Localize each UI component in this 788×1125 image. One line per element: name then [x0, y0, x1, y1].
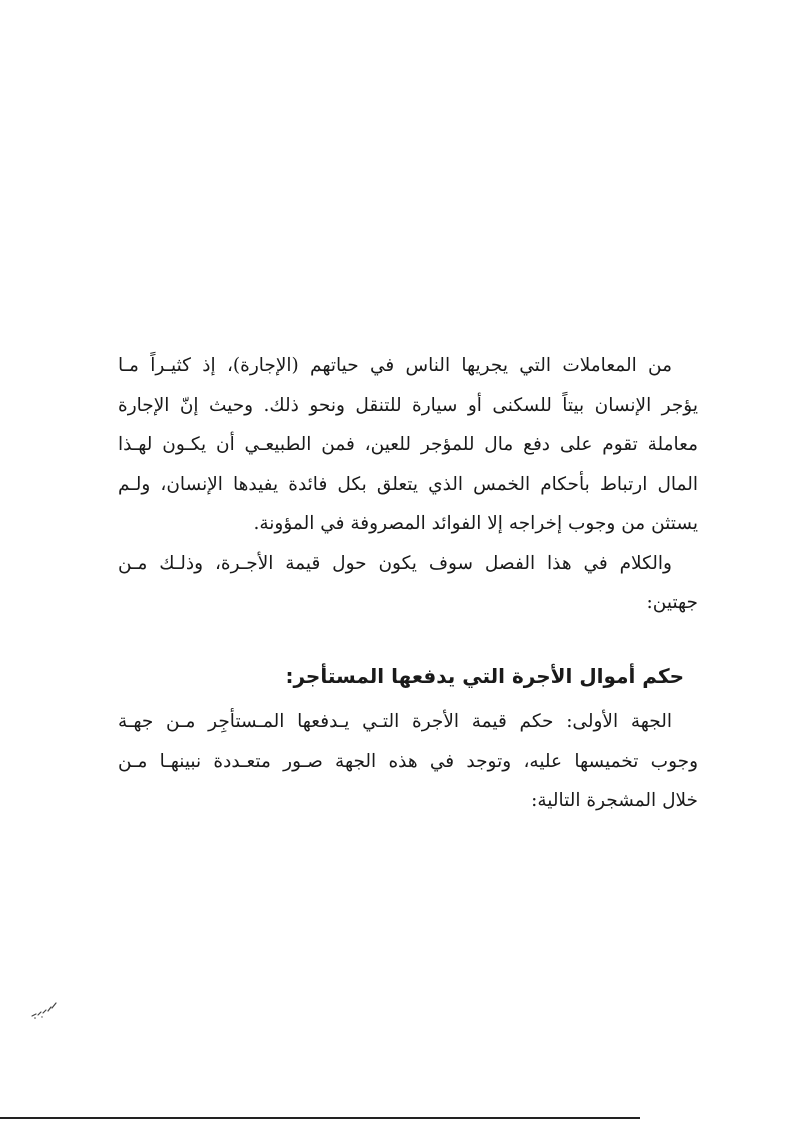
paragraph-1-line-2: يؤجر الإنسان بيتاً للسكنى أو سيارة للتنقل ونحو ذلك. وحيث إنّ الإجارة — [118, 394, 698, 416]
bottom-edge-line — [0, 1117, 640, 1119]
paragraph-1-line-4: المال ارتباط بأحكام الخمس الذي يتعلق بكل فائدة يفيدها الإنسان، ولـم — [118, 473, 698, 495]
paragraph-3-line-3: خلال المشجرة التالية: — [531, 790, 698, 811]
paragraph-1-line-3: معاملة تقوم على دفع مال للمؤجر للعين، فمن الطبيعـي أن يكـون لهـذا — [118, 434, 698, 455]
paragraph-2-line-2: جهتين: — [646, 592, 698, 613]
body-text-section — [118, 702, 698, 821]
paragraph-1-line-5: يستثن من وجوب إخراجه إلا الفوائد المصروفة في المؤونة. — [253, 513, 698, 534]
section-heading: حكم أموال الأجرة التي يدفعها المستأجر: — [285, 664, 684, 688]
paragraph-3-line-1: الجهة الأولى: حكم قيمة الأجرة التـي يـدفعها المـستأجِر مـن جهـة — [118, 711, 672, 732]
paragraph-3-line-2: وجوب تخميسها عليه، وتوجد في هذه الجهة صـور متعـددة نبينهـا مـن — [118, 750, 698, 772]
paragraph-1-line-1: من المعاملات التي يجريها الناس في حياتهم (الإجارة)، إذ كثيـراً مـا — [118, 355, 672, 376]
scan-artifact-mark — [30, 1000, 58, 1020]
paragraph-2-line-1: والكلام في هذا الفصل سوف يكون حول قيمة الأجـرة، وذلـك مـن — [118, 552, 672, 574]
body-text — [118, 346, 698, 623]
